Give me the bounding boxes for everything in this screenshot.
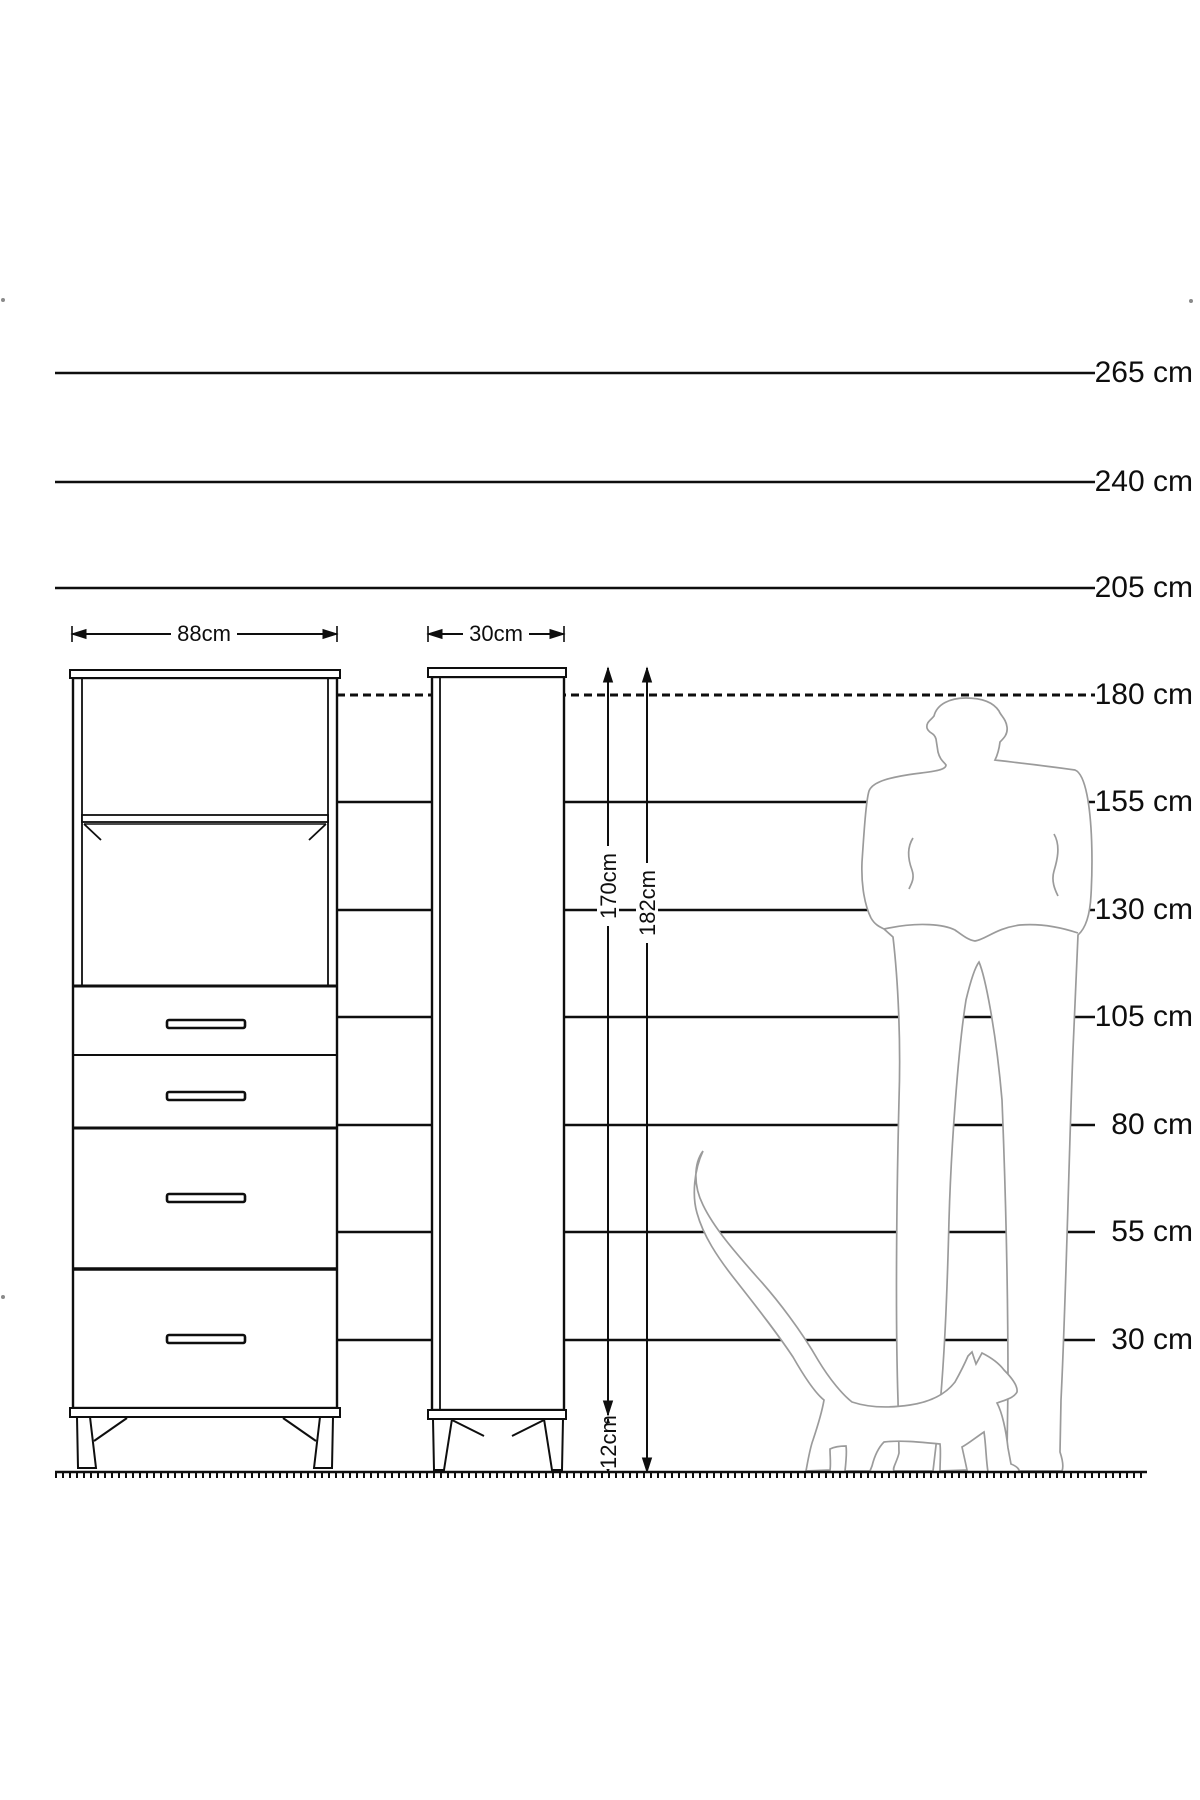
front-cabinet-shelf (82, 815, 328, 822)
side-cabinet-body (432, 677, 564, 1410)
dim-label-overall-height: 182cm (636, 863, 658, 943)
side-cabinet (428, 668, 566, 1470)
side-cabinet-leg-left (433, 1419, 484, 1470)
scale-label-265: 265 cm (1094, 356, 1193, 389)
front-cabinet-bottom-board (70, 1408, 340, 1417)
side-cabinet-top-board (428, 668, 566, 677)
scale-label-30: 30 cm (1111, 1323, 1193, 1356)
dim-height-cabinet (604, 668, 613, 1415)
scale-label-155: 155 cm (1094, 785, 1193, 818)
man-silhouette (862, 698, 1092, 1471)
cat-silhouette (694, 1151, 1019, 1472)
drawer-handle-3 (167, 1194, 245, 1202)
scale-label-80: 80 cm (1111, 1108, 1193, 1141)
scale-label-55: 55 cm (1111, 1215, 1193, 1248)
front-cabinet (70, 670, 340, 1468)
dim-label-front-width: 88cm (171, 622, 237, 646)
scale-label-205: 205 cm (1094, 571, 1193, 604)
front-cabinet-top-board (70, 670, 340, 678)
scale-label-240: 240 cm (1094, 465, 1193, 498)
dim-label-leg-height: 12cm (596, 1415, 621, 1469)
drawer-handle-2 (167, 1092, 245, 1100)
front-cabinet-leg-left (77, 1417, 127, 1468)
drawer-handle-1 (167, 1020, 245, 1028)
side-cabinet-bottom-board (428, 1410, 566, 1419)
dim-label-cabinet-height: 170cm (597, 846, 619, 926)
scale-label-180: 180 cm (1094, 678, 1193, 711)
ground-line (55, 1472, 1147, 1475)
scale-label-130: 130 cm (1094, 893, 1193, 926)
drawer-handle-4 (167, 1335, 245, 1343)
side-cabinet-leg-right (512, 1419, 563, 1470)
dim-label-side-depth: 30cm (463, 622, 529, 646)
scale-label-105: 105 cm (1094, 1000, 1193, 1033)
dim-height-overall (643, 668, 652, 1472)
front-cabinet-body (73, 678, 337, 1408)
front-cabinet-leg-right (283, 1417, 333, 1468)
